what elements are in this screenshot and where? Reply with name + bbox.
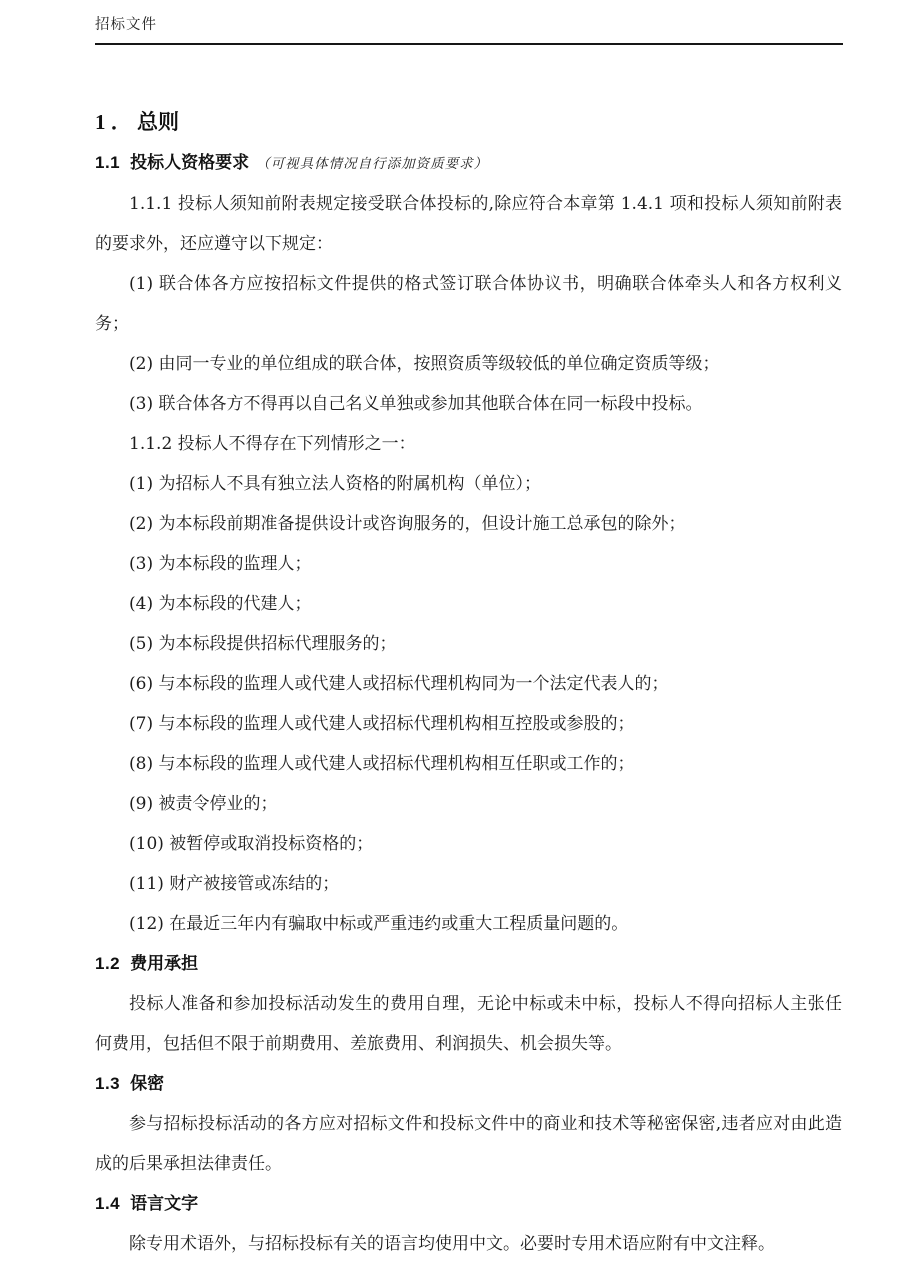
header-rule bbox=[95, 43, 843, 45]
paragraph-1-1-1: 1.1.1 投标人须知前附表规定接受联合体投标的,除应符合本章第 1.4.1 项和投标人须知前附表的要求外，还应遵守以下规定： bbox=[95, 194, 842, 254]
section-title: 投标人资格要求 bbox=[130, 153, 250, 172]
section-heading-1-3 bbox=[95, 1064, 842, 1104]
list-item: (11) 财产被接管或冻结的； bbox=[129, 874, 340, 894]
section-number: 1.3 bbox=[95, 1074, 121, 1093]
list-item: (10) 被暂停或取消投标资格的； bbox=[129, 834, 374, 854]
section-heading-1-1 bbox=[95, 143, 842, 184]
section-title: 语言文字 bbox=[130, 1194, 199, 1213]
section-number: 1.2 bbox=[95, 954, 121, 973]
paragraph: 投标人准备和参加投标活动发生的费用自理，无论中标或未中标，投标人不得向招标人主张任何费用，包括但不限于前期费用、差旅费用、利润损失、机会损失等。 bbox=[95, 994, 842, 1054]
list-item: (2) 由同一专业的单位组成的联合体，按照资质等级较低的单位确定资质等级； bbox=[129, 354, 720, 374]
paragraph-1-1-2: 1.1.2 投标人不得存在下列情形之一： bbox=[129, 434, 416, 454]
list-item: (1) 为招标人不具有独立法人资格的附属机构（单位）； bbox=[129, 474, 541, 494]
list-item: (9) 被责令停业的； bbox=[129, 794, 278, 814]
paragraph: 除专用术语外，与招标投标有关的语言均使用中文。必要时专用术语应附有中文注释。 bbox=[129, 1234, 775, 1254]
list-item: (5) 为本标段提供招标代理服务的； bbox=[129, 634, 397, 654]
section-note: （可视具体情况自行添加资质要求） bbox=[256, 156, 489, 172]
section-title: 保密 bbox=[130, 1074, 165, 1093]
header-title: 招标文件 bbox=[95, 17, 157, 33]
list-item: (2) 为本标段前期准备提供设计或咨询服务的，但设计施工总承包的除外； bbox=[129, 514, 686, 534]
section-number: 1.1 bbox=[95, 153, 121, 172]
chapter-heading: 1 ． 总则 bbox=[95, 110, 179, 134]
paragraph: 参与招标投标活动的各方应对招标文件和投标文件中的商业和技术等秘密保密,违者应对由此造成的后果承担法律责任。 bbox=[95, 1114, 842, 1174]
section-title: 费用承担 bbox=[130, 954, 199, 973]
section-heading-1-4 bbox=[95, 1184, 842, 1224]
list-item: (3) 联合体各方不得再以自己名义单独或参加其他联合体在同一标段中投标。 bbox=[129, 394, 703, 414]
list-item: (6) 与本标段的监理人或代建人或招标代理机构同为一个法定代表人的； bbox=[129, 674, 669, 694]
section-number: 1.4 bbox=[95, 1194, 121, 1213]
page-header bbox=[95, 0, 843, 45]
document-content bbox=[95, 101, 842, 1264]
list-item: (4) 为本标段的代建人； bbox=[129, 594, 312, 614]
list-item: (3) 为本标段的监理人； bbox=[129, 554, 312, 574]
list-item: (12) 在最近三年内有骗取中标或严重违约或重大工程质量问题的。 bbox=[129, 914, 629, 934]
list-item: (8) 与本标段的监理人或代建人或招标代理机构相互任职或工作的； bbox=[129, 754, 635, 774]
section-heading-1-2 bbox=[95, 944, 842, 984]
list-item: (1) 联合体各方应按招标文件提供的格式签订联合体协议书，明确联合体牵头人和各方权利义务； bbox=[95, 274, 842, 334]
list-item: (7) 与本标段的监理人或代建人或招标代理机构相互控股或参股的； bbox=[129, 714, 635, 734]
